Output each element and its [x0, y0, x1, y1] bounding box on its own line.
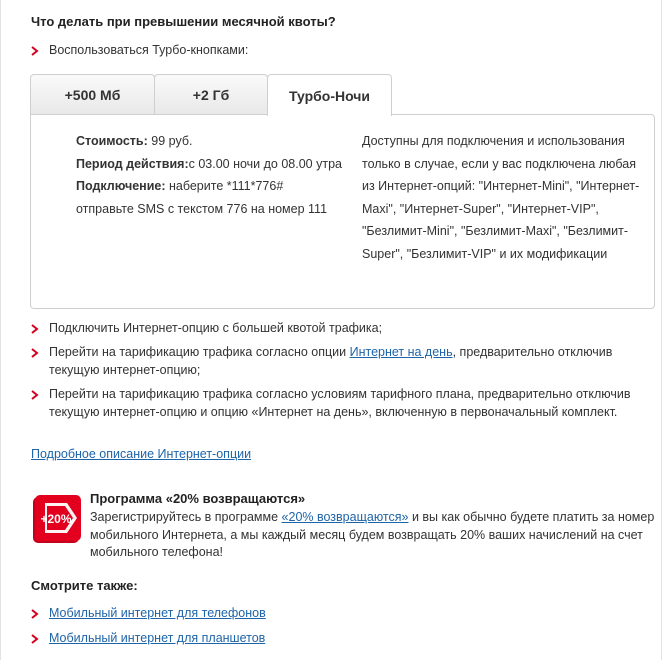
cost-value: 99 руб. — [147, 134, 193, 148]
chevron-right-icon — [31, 319, 49, 337]
tab-panel — [30, 114, 655, 309]
chevron-right-icon — [31, 604, 49, 622]
chevron-right-icon — [31, 385, 49, 421]
promo-title: Программа «20% возвращаются» — [90, 491, 306, 506]
internet-per-day-link[interactable]: Интернет на день — [349, 345, 453, 359]
bullet-daily-pre: Перейти на тарификацию трафика согласно опции — [49, 345, 350, 359]
tab-turbo-nights[interactable]: Турбо-Ночи — [267, 74, 392, 116]
bullet-daily — [31, 343, 651, 379]
bullet-tariff — [31, 385, 651, 421]
chevron-right-icon — [31, 41, 49, 59]
bullet-tariff-text: Перейти на тарификацию трафика согласно условиям тарифного плана, предварительно отключив текущую интернет-опцию и опцию «Интернет на день», включенную в первоначальный комплект. — [49, 387, 631, 419]
turbo-tabs — [30, 74, 391, 115]
period-label: Период действия: — [76, 156, 189, 171]
promo-text — [90, 509, 660, 562]
promo-text-post: и вы как обычно будете платить за номер мобильного Интернета, а мы каждый месяц будем возвращать 20% ваших начислений на счет мобильного телефона! — [90, 510, 655, 559]
phones-internet-link[interactable]: Мобильный интернет для телефонов — [49, 606, 266, 620]
promo-text-pre: Зарегистрируйтесь в программе — [90, 510, 282, 524]
availability-text: Доступны для подключения и использования только в случае, если у вас подключена любая из Интернет-опций: "Интернет-Mini", "Интернет-Maxi", "Интернет-Super", "Интернет-VIP", "Безлимит-Mini", "Безлимит-Maxi", "Безлимит-Super", "Безлимит-VIP" и их модификации — [362, 134, 640, 261]
promo-program-link[interactable]: «20% возвращаются» — [281, 510, 409, 524]
see-also-heading: Смотрите также: — [31, 578, 138, 593]
bullet-turbo — [31, 41, 248, 59]
bullet-option-text: Подключить Интернет-опцию с большей квотой трафика; — [49, 321, 383, 335]
period-value: с 03.00 ночи до 08.00 утра — [188, 156, 342, 171]
promo-20-icon — [31, 493, 83, 545]
bullet-daily-post: , предварительно отключив текущую интернет-опцию; — [49, 345, 613, 377]
see-also-item-tablets — [31, 629, 265, 647]
chevron-right-icon — [31, 343, 49, 379]
details-link[interactable]: Подробное описание Интернет-опции — [31, 447, 252, 461]
tab-2gb[interactable]: +2 Гб — [154, 74, 268, 115]
section-heading: Что делать при превышении месячной квоты? — [31, 14, 336, 29]
period-row — [76, 153, 366, 176]
tab-500mb[interactable]: +500 Мб — [30, 74, 155, 115]
connect-value: наберите *111*776# — [165, 179, 284, 193]
see-also-item-phones — [31, 604, 266, 622]
promo-badge-text: +20% — [40, 512, 72, 526]
bullet-option — [31, 319, 382, 337]
connect-label: Подключение: — [76, 179, 166, 193]
tariff-details — [76, 130, 366, 220]
chevron-right-icon — [31, 629, 49, 647]
bullet-turbo-text: Воспользоваться Турбо-кнопками: — [49, 43, 249, 57]
connect-row — [76, 175, 366, 198]
cost-label: Стоимость: — [76, 134, 148, 148]
connect-sms: отправьте SMS с текстом 776 на номер 111 — [76, 201, 328, 216]
bullet-daily-text — [49, 343, 651, 379]
tablets-internet-link[interactable]: Мобильный интернет для планшетов — [49, 631, 266, 645]
cost-row — [76, 130, 366, 153]
